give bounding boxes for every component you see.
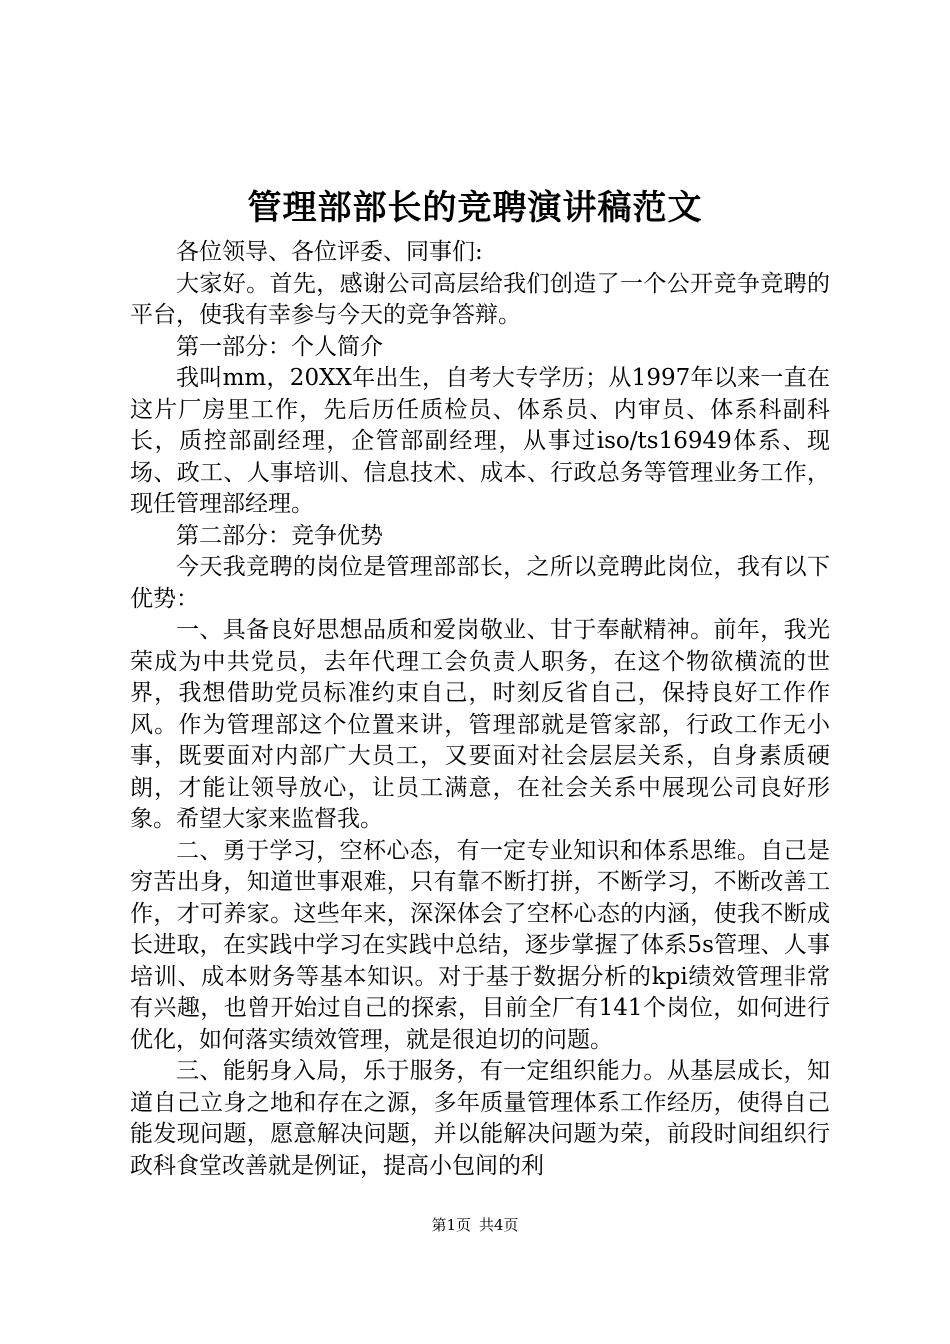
page-footer <box>0 1215 950 1235</box>
paragraph-advantage-1: 一、具备良好思想品质和爱岗敬业、甘于奉献精神。前年，我光荣成为中共党员，去年代理工会负责人职务，在这个物欲横流的世界，我想借助党员标准约束自己，时刻反省自己，保持良好工作作风。作为管理部这个位置来讲，管理部就是管家部，行政工作无小事，既要面对内部广大员工，又要面对社会层层关系，自身素质硬朗，才能让领导放心，让员工满意，在社会关系中展现公司良好形象。希望大家来监督我。 <box>130 617 830 832</box>
paragraph-greeting: 大家好。首先，感谢公司高层给我们创造了一个公开竞争竞聘的平台，使我有幸参与今天的竞争答辩。 <box>130 270 830 328</box>
document-title: 管理部部长的竞聘演讲稿范文 <box>247 188 703 228</box>
section-heading-profile: 第一部分：个人简介 <box>176 333 383 360</box>
paragraph-salutation: 各位领导、各位评委、同事们: <box>176 239 483 265</box>
paragraph-profile: 我叫mm，20XX年出生，自考大专学历；从1997年以来一直在这片厂房里工作，先后历任质检员、体系员、内审员、体系科副科长，质控部副经理，企管部副经理，从事过iso/ts16949体系、现场、政工、人事培训、信息技术、成本、行政总务等管理业务工作，现任管理部经理。 <box>130 365 830 517</box>
paragraph-advantages-intro: 今天我竞聘的岗位是管理部部长，之所以竞聘此岗位，我有以下优势： <box>130 554 830 612</box>
paragraph-advantage-3: 三、能躬身入局，乐于服务，有一定组织能力。从基层成长，知道自己立身之地和存在之源，多年质量管理体系工作经历，使得自己能发现问题，愿意解决问题，并以能解决问题为荣，前段时间组织行政科食堂改善就是例证，提高小包间的利 <box>130 1058 830 1179</box>
document-body <box>130 237 830 1182</box>
page-number: 第1页 <box>431 1216 471 1234</box>
section-heading-advantages: 第二部分：竞争优势 <box>176 522 383 549</box>
paragraph-advantage-2: 二、勇于学习，空杯心态，有一定专业知识和体系思维。自己是穷苦出身，知道世事艰难，只有靠不断打拼，不断学习，不断改善工作，才可养家。这些年来，深深体会了空杯心态的内涵，使我不断成长进取，在实践中学习在实践中总结，逐步掌握了体系5s管理、人事培训、成本财务等基本知识。对于基于数据分析的kpi绩效管理非常有兴趣，也曾开始过自己的探索，目前全厂有141个岗位，如何进行优化，如何落实绩效管理，就是很迫切的问题。 <box>130 837 830 1053</box>
page-total: 共4页 <box>479 1216 519 1234</box>
